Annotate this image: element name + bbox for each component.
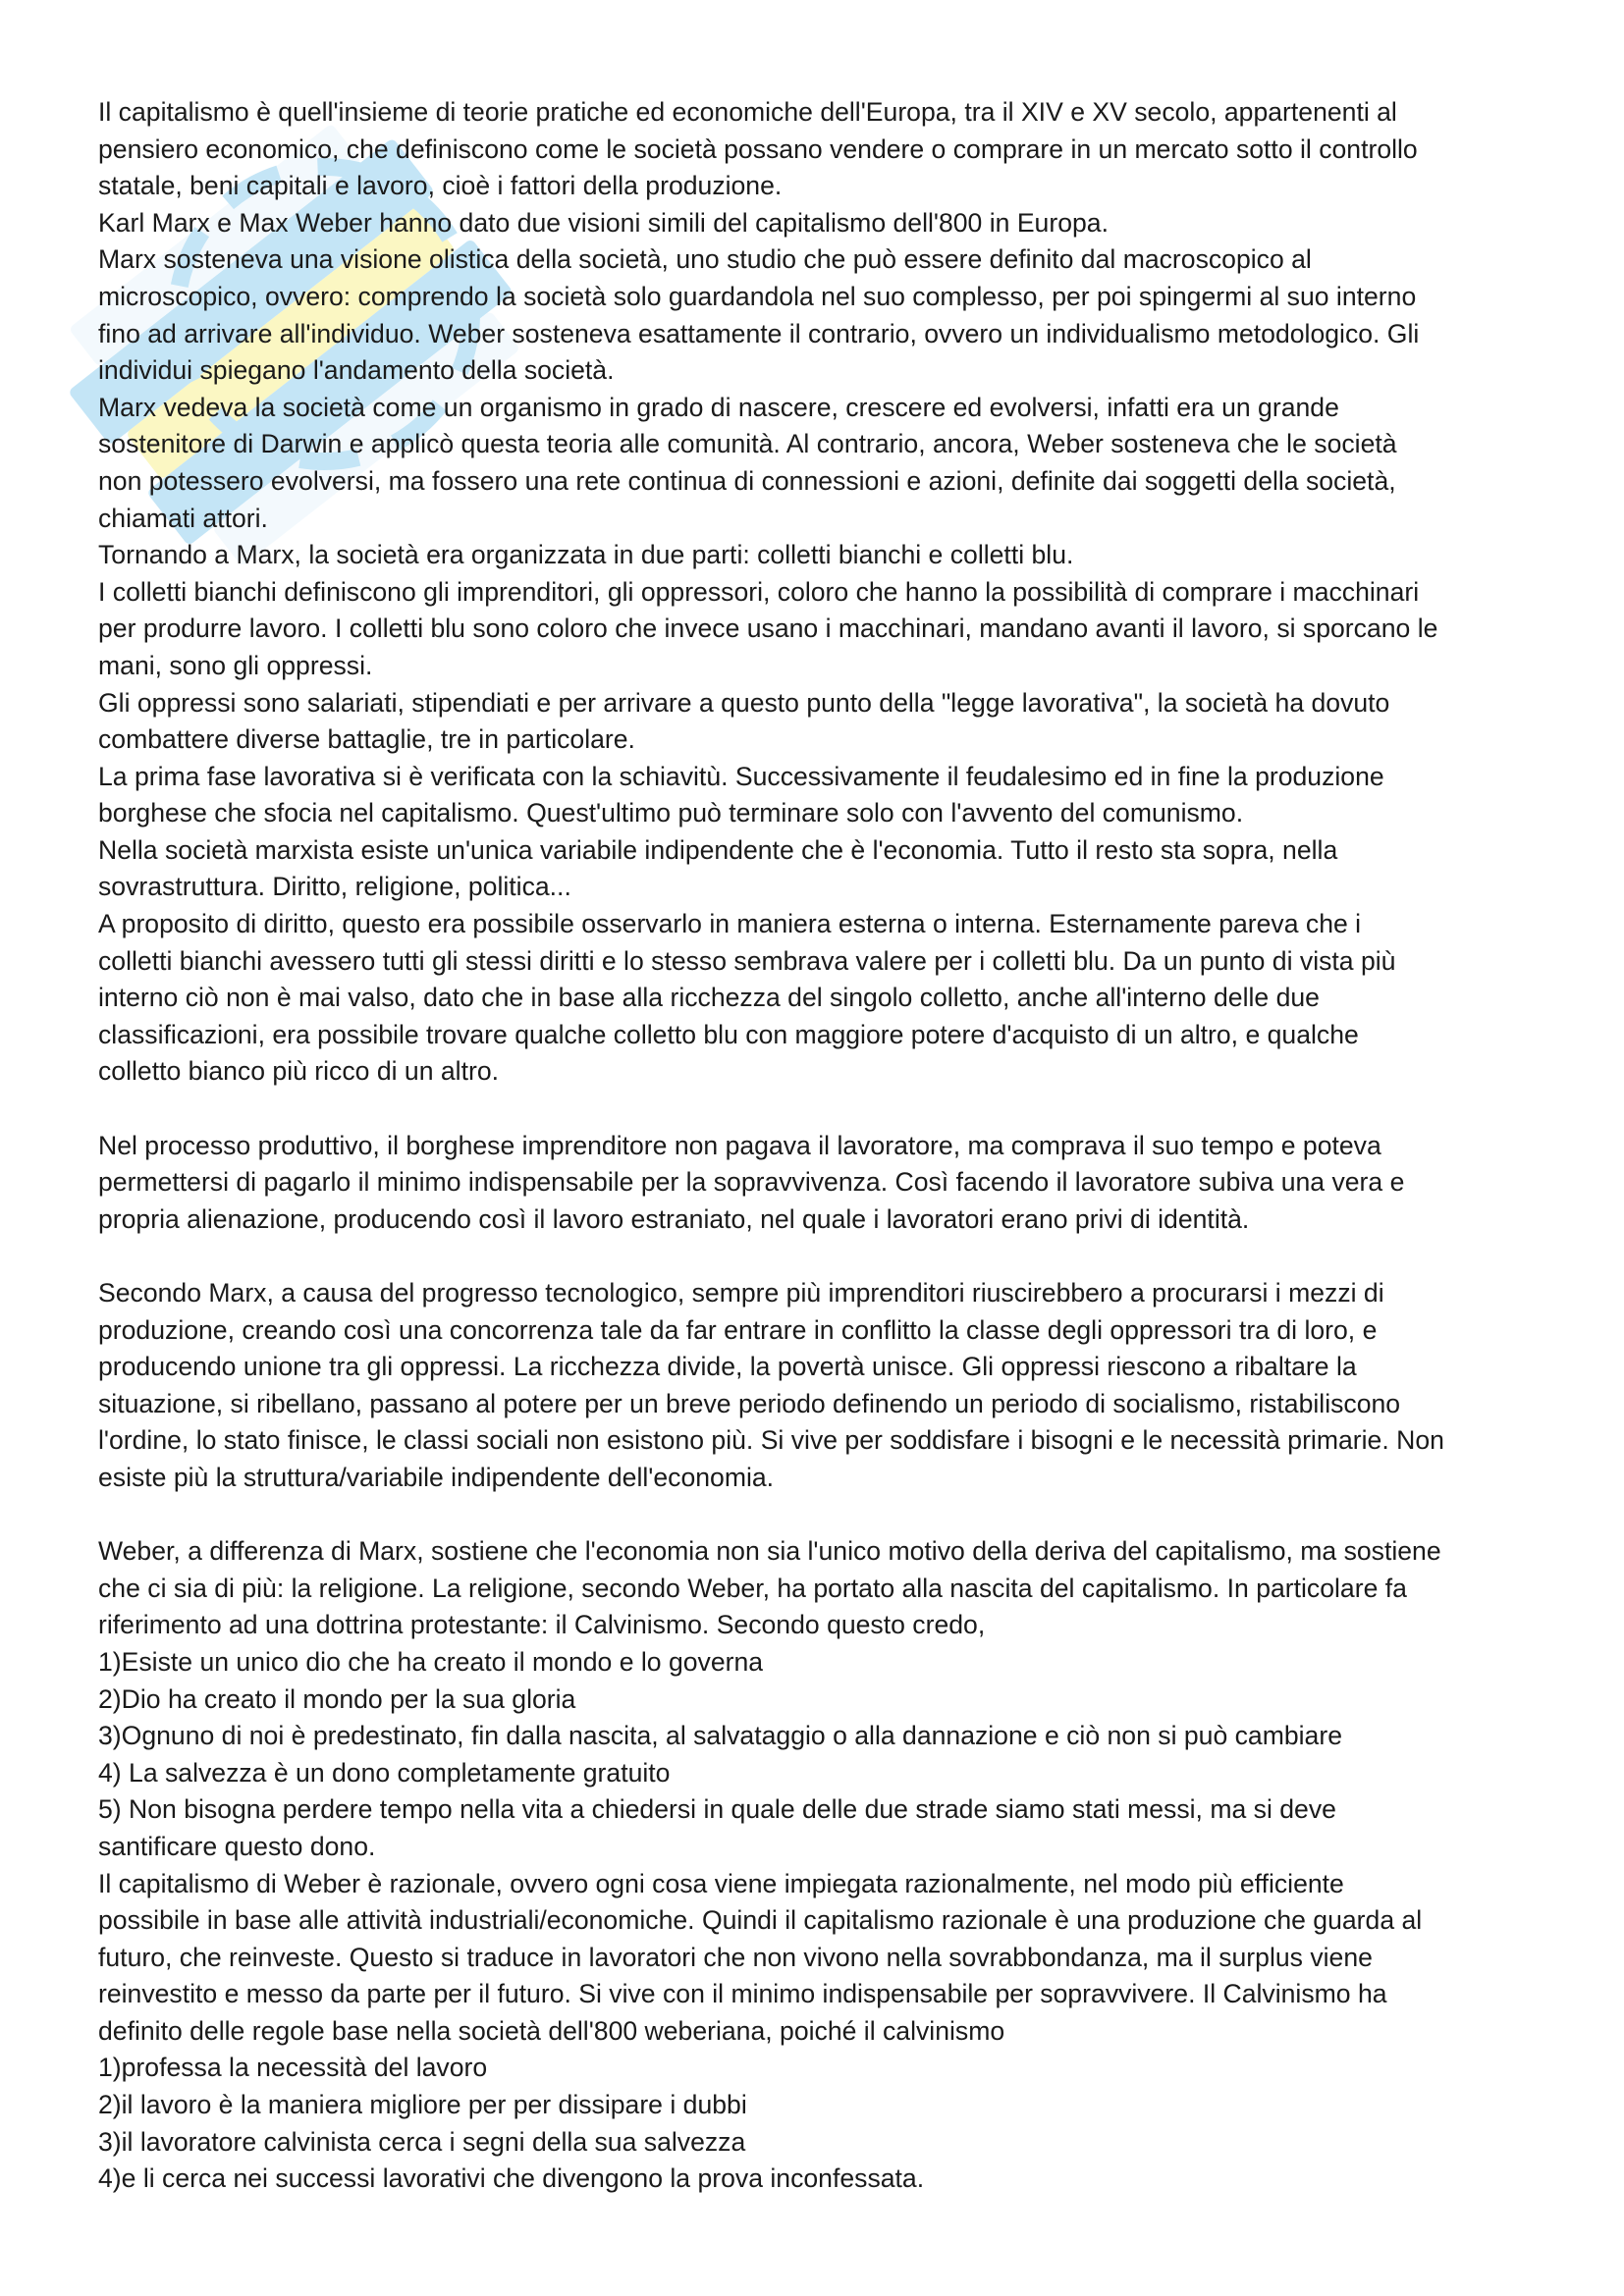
text-line: microscopico, ovvero: comprendo la società solo guardandola nel suo complesso, per poi spingermi al suo interno [98, 281, 1417, 311]
list-item: 2)il lavoro è la maniera migliore per per dissipare i dubbi [98, 2090, 747, 2120]
text-line: Il capitalismo di Weber è razionale, ovvero ogni cosa viene impiegata razionalmente, nel modo più efficiente [98, 1868, 1344, 1898]
text-line: Nella società marxista esiste un'unica variabile indipendente che è l'economia. Tutto il resto sta sopra, nella [98, 834, 1338, 865]
paragraph-2 [98, 1128, 1542, 1239]
text-line: classificazioni, era possibile trovare qualche colletto blu con maggiore potere d'acquisto di un altro, e qualche [98, 1019, 1359, 1049]
text-line: fino ad arrivare all'individuo. Weber sosteneva esattamente il contrario, ovvero un individualismo metodologico. Gli [98, 318, 1420, 348]
paragraph-1 [98, 94, 1542, 1091]
list-item: 1)Esiste un unico dio che ha creato il mondo e lo governa [98, 1646, 764, 1677]
text-line: Il capitalismo è quell'insieme di teorie pratiche ed economiche dell'Europa, tra il XIV e XV secolo, appartenenti al [98, 97, 1397, 127]
text-line: statale, beni capitali e lavoro, cioè i fattori della produzione. [98, 171, 783, 201]
text-line: reinvestito e messo da parte per il futuro. Si vive con il minimo indispensabile per sopravvivere. Il Calvinismo ha [98, 1979, 1387, 2009]
text-line: chiamati attori. [98, 503, 268, 533]
text-line: pensiero economico, che definiscono come le società possano vendere o comprare in un mercato sotto il controllo [98, 133, 1418, 164]
text-line: per produrre lavoro. I colletti blu sono coloro che invece usano i macchinari, mandano avanti il lavoro, si sporcano le [98, 614, 1438, 644]
text-line: l'ordine, lo stato finisce, le classi sociali non esistono più. Si vive per soddisfare i bisogni e le necessità primarie. Non [98, 1425, 1444, 1456]
list-item: 4) La salvezza è un dono completamente gratuito [98, 1757, 671, 1788]
text-line: Marx vedeva la società come un organismo in grado di nascere, crescere ed evolversi, infatti era un grande [98, 392, 1339, 422]
text-line: individui spiegano l'andamento della società. [98, 355, 615, 386]
text-line: che ci sia di più: la religione. La religione, secondo Weber, ha portato alla nascita del capitalismo. In particolare fa [98, 1573, 1407, 1603]
list-item: 4)e li cerca nei successi lavorativi che divengono la prova inconfessata. [98, 2163, 925, 2194]
text-line: non potessero evolversi, ma fossero una rete continua di connessioni e azioni, definite dai soggetti della società, [98, 465, 1396, 496]
text-line: combattere diverse battaglie, tre in particolare. [98, 724, 635, 755]
document-body [98, 94, 1542, 2198]
list-item: 2)Dio ha creato il mondo per la sua gloria [98, 1683, 576, 1714]
paragraph-3 [98, 1275, 1542, 1497]
text-line: Nel processo produttivo, il borghese imprenditore non pagava il lavoratore, ma comprava il suo tempo e poteva [98, 1130, 1381, 1160]
text-line: colletti bianchi avessero tutti gli stessi diritti e lo stesso sembrava valere per i colletti blu. Da un punto di vista più [98, 945, 1396, 976]
paragraph-spacer [98, 1091, 1542, 1128]
text-line: definito delle regole base nella società dell'800 weberiana, poiché il calvinismo [98, 2015, 1005, 2046]
paragraph-spacer [98, 1497, 1542, 1534]
text-line: Secondo Marx, a causa del progresso tecnologico, sempre più imprenditori riuscirebbero a procurarsi i mezzi di [98, 1278, 1384, 1308]
text-line: riferimento ad una dottrina protestante: il Calvinismo. Secondo questo credo, [98, 1610, 986, 1640]
list-item: 3)Ognuno di noi è predestinato, fin dalla nascita, al salvataggio o alla dannazione e ciò non si può cambiare [98, 1721, 1342, 1751]
text-line: borghese che sfocia nel capitalismo. Quest'ultimo può terminare solo con l'avvento del comunismo. [98, 798, 1244, 828]
text-line: possibile in base alle attività industriali/economiche. Quindi il capitalismo razionale è una produzione che guarda al [98, 1905, 1423, 1936]
text-line: Karl Marx e Max Weber hanno dato due visioni simili del capitalismo dell'800 in Europa. [98, 207, 1109, 238]
text-line: esiste più la struttura/variabile indipendente dell'economia. [98, 1462, 775, 1492]
list-item: 1)professa la necessità del lavoro [98, 2053, 488, 2083]
text-line: Tornando a Marx, la società era organizzata in due parti: colletti bianchi e colletti blu. [98, 540, 1074, 570]
text-line: sovrastruttura. Diritto, religione, politica... [98, 872, 571, 902]
list-item: 3)il lavoratore calvinista cerca i segni della sua salvezza [98, 2126, 746, 2157]
text-line: permettersi di pagarlo il minimo indispensabile per la sopravvivenza. Così facendo il lavoratore subiva una vera e [98, 1167, 1405, 1198]
text-line: Weber, a differenza di Marx, sostiene che l'economia non sia l'unico motivo della deriva del capitalismo, ma sostiene [98, 1536, 1441, 1567]
text-line: futuro, che reinveste. Questo si traduce in lavoratori che non vivono nella sovrabbondanza, ma il surplus viene [98, 1942, 1373, 1972]
text-line: propria alienazione, producendo così il lavoro estraniato, nel quale i lavoratori erano privi di identità. [98, 1203, 1250, 1234]
text-line: sostenitore di Darwin e applicò questa teoria alle comunità. Al contrario, ancora, Weber sosteneva che le società [98, 429, 1397, 459]
text-line: santificare questo dono. [98, 1831, 376, 1861]
text-line: interno ciò non è mai valso, dato che in base alla ricchezza del singolo colletto, anche all'interno delle due [98, 983, 1320, 1013]
text-line: I colletti bianchi definiscono gli imprenditori, gli oppressori, coloro che hanno la possibilità di comprare i macchinari [98, 576, 1420, 607]
text-line: La prima fase lavorativa si è verificata con la schiavitù. Successivamente il feudalesimo ed in fine la produzione [98, 761, 1384, 791]
text-line: Gli oppressi sono salariati, stipendiati e per arrivare a questo punto della "legge lavorativa", la società ha dovuto [98, 687, 1390, 718]
paragraph-spacer [98, 1238, 1542, 1275]
text-line: A proposito di diritto, questo era possibile osservarlo in maniera esterna o interna. Esternamente pareva che i [98, 909, 1362, 939]
text-line: produzione, creando così una concorrenza tale da far entrare in conflitto la classe degli oppressori tra di loro, e [98, 1314, 1378, 1345]
text-line: producendo unione tra gli oppressi. La ricchezza divide, la povertà unisce. Gli oppressi riescono a ribaltare la [98, 1352, 1357, 1382]
text-line: situazione, si ribellano, passano al potere per un breve periodo definendo un periodo di socialismo, ristabiliscono [98, 1388, 1401, 1418]
text-line: colletto bianco più ricco di un altro. [98, 1056, 499, 1087]
list-item: 5) Non bisogna perdere tempo nella vita a chiedersi in quale delle due strade siamo stati messi, ma si deve [98, 1794, 1336, 1825]
text-line: mani, sono gli oppressi. [98, 650, 373, 680]
paragraph-4 [98, 1533, 1542, 2198]
text-line: Marx sosteneva una visione olistica della società, uno studio che può essere definito dal macroscopico al [98, 244, 1312, 275]
